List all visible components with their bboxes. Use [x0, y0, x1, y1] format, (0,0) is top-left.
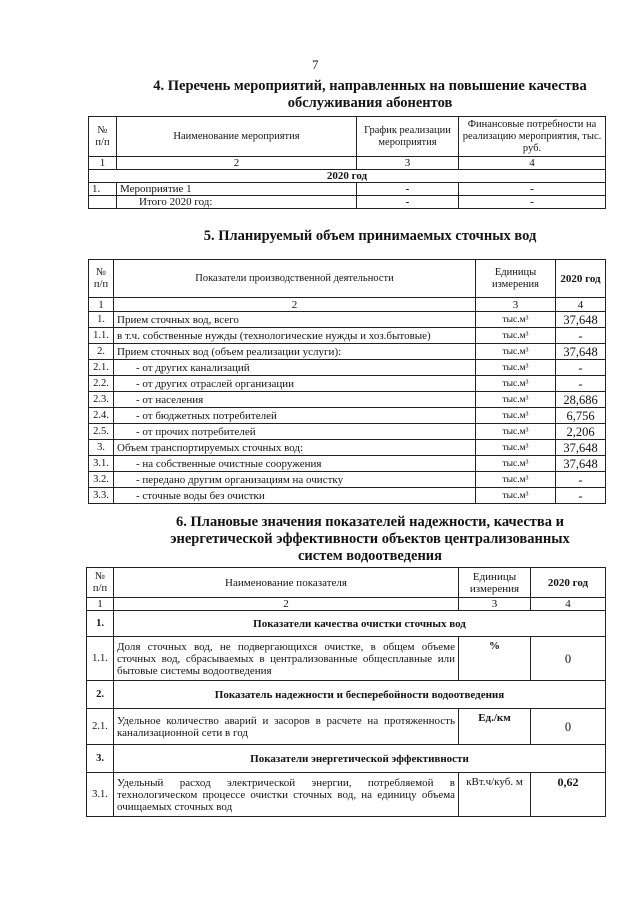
- col-number: 1: [89, 157, 117, 170]
- row-name: в т.ч. собственные нужды (технологические нужды и хоз.бытовые): [114, 328, 476, 344]
- row-finance: -: [459, 183, 606, 196]
- row-name: - от других канализаций: [114, 360, 476, 376]
- row-unit: тыс.м³: [476, 360, 556, 376]
- row-unit: тыс.м³: [476, 344, 556, 360]
- col-number: 4: [459, 157, 606, 170]
- section5-header-row: [89, 260, 606, 298]
- row-value: 37,648: [556, 344, 606, 360]
- row-name: Прием сточных вод, всего: [114, 312, 476, 328]
- section4-title: [90, 78, 640, 112]
- section5-title: 5. Планируемый объем принимаемых сточных вод: [203, 228, 537, 244]
- row-num: 3.3.: [89, 488, 114, 504]
- col-number: 1: [87, 598, 114, 611]
- header-indicator-name: Наименование показателя: [114, 568, 459, 598]
- row-num: 1.1.: [87, 637, 114, 681]
- page-number: 7: [312, 57, 319, 72]
- row-unit: кВт.ч/куб. м: [459, 773, 531, 817]
- column-number-row: [87, 598, 606, 611]
- row-name: - от населения: [114, 392, 476, 408]
- row-unit: тыс.м³: [476, 472, 556, 488]
- row-value: 37,648: [556, 312, 606, 328]
- row-value: 0,62: [531, 773, 606, 817]
- col-number: 4: [556, 298, 606, 312]
- header-finance: Финансовые потребности на реализацию мероприятия, тыс. руб.: [459, 117, 606, 157]
- group-num: 2.: [87, 681, 114, 709]
- row-value: 0: [531, 637, 606, 681]
- row-value: -: [556, 328, 606, 344]
- row-name: - сточные воды без очистки: [114, 488, 476, 504]
- col-number: 2: [114, 598, 459, 611]
- row-finance: -: [459, 196, 606, 209]
- table-row: [89, 440, 606, 456]
- row-value: 2,206: [556, 424, 606, 440]
- row-unit: тыс.м³: [476, 424, 556, 440]
- row-name: - от других отраслей организации: [114, 376, 476, 392]
- col-number: 1: [89, 298, 114, 312]
- row-num: 2.1.: [87, 709, 114, 745]
- section6-table: [86, 567, 606, 817]
- col-number: 2: [114, 298, 476, 312]
- section4-title-line1: 4. Перечень мероприятий, направленных на повышение качества: [153, 78, 587, 94]
- year-label: 2020 год: [89, 170, 606, 183]
- row-name: Доля сточных вод, не подвергающихся очистке, в общем объеме сточных вод, сбрасываемых в централизованные общесплавные или бытовые системы водоотведения: [114, 637, 459, 681]
- row-value: -: [556, 472, 606, 488]
- row-num: 2.: [89, 344, 114, 360]
- table-row-total: [89, 196, 606, 209]
- row-num: 1.1.: [89, 328, 114, 344]
- table-row: [89, 456, 606, 472]
- row-schedule: -: [357, 183, 459, 196]
- row-unit: тыс.м³: [476, 488, 556, 504]
- row-name: Объем транспортируемых сточных вод:: [114, 440, 476, 456]
- header-indicator: Показатели производственной деятельности: [114, 260, 476, 298]
- row-name: Удельное количество аварий и засоров в расчете на протяженность канализационной сети в год: [114, 709, 459, 745]
- section4-table: [88, 116, 606, 209]
- col-number: 2: [117, 157, 357, 170]
- header-year: 2020 год: [556, 260, 606, 298]
- table-row: [89, 488, 606, 504]
- table-row: [89, 328, 606, 344]
- year-row: [89, 170, 606, 183]
- col-number: 3: [459, 598, 531, 611]
- section6-title-line1: 6. Плановые значения показателей надежности, качества и: [176, 514, 564, 530]
- row-num: 3.: [89, 440, 114, 456]
- row-value: 28,686: [556, 392, 606, 408]
- table-row: [87, 637, 606, 681]
- table-row: [89, 376, 606, 392]
- section6-title-line3: систем водоотведения: [297, 548, 443, 564]
- row-num: 3.1.: [87, 773, 114, 817]
- col-number: 4: [531, 598, 606, 611]
- row-num: 1.: [89, 183, 117, 196]
- row-num: 2.3.: [89, 392, 114, 408]
- row-unit: тыс.м³: [476, 440, 556, 456]
- row-num: 2.4.: [89, 408, 114, 424]
- group-header-row: [87, 681, 606, 709]
- group-num: 1.: [87, 611, 114, 637]
- row-unit: тыс.м³: [476, 392, 556, 408]
- section6-title-line2: энергетической эффективности объектов централизованных: [170, 531, 570, 547]
- row-value: 37,648: [556, 440, 606, 456]
- group-title: Показатели энергетической эффективности: [114, 745, 606, 773]
- section5-table: [88, 259, 606, 504]
- group-header-row: [87, 611, 606, 637]
- section6-header-row: [87, 568, 606, 598]
- header-event-name: Наименование мероприятия: [117, 117, 357, 157]
- row-num: 2.1.: [89, 360, 114, 376]
- row-value: -: [556, 488, 606, 504]
- row-name: Прием сточных вод (объем реализации услуги):: [114, 344, 476, 360]
- row-unit: тыс.м³: [476, 408, 556, 424]
- row-value: 0: [531, 709, 606, 745]
- row-num: 1.: [89, 312, 114, 328]
- header-num: № п/п: [89, 117, 117, 157]
- row-unit: %: [459, 637, 531, 681]
- group-title: Показатели качества очистки сточных вод: [114, 611, 606, 637]
- row-name: - передано другим организациям на очистку: [114, 472, 476, 488]
- group-header-row: [87, 745, 606, 773]
- row-num: 3.2.: [89, 472, 114, 488]
- header-unit: Единицы измерения: [476, 260, 556, 298]
- header-year: 2020 год: [531, 568, 606, 598]
- row-name: - на собственные очистные сооружения: [114, 456, 476, 472]
- row-num: 3.1.: [89, 456, 114, 472]
- col-number: 3: [476, 298, 556, 312]
- table-row: [89, 472, 606, 488]
- section4-header-row: [89, 117, 606, 157]
- row-name: - от прочих потребителей: [114, 424, 476, 440]
- row-value: 6,756: [556, 408, 606, 424]
- row-name: Удельный расход электрической энергии, потребляемой в технологическом процессе очистки сточных вод, на единицу объема очищаемых сточных вод: [114, 773, 459, 817]
- header-num: № п/п: [89, 260, 114, 298]
- row-name: Мероприятие 1: [117, 183, 357, 196]
- header-unit: Единицы измерения: [459, 568, 531, 598]
- table-row: [89, 424, 606, 440]
- row-name: Итого 2020 год:: [117, 196, 357, 209]
- row-unit: тыс.м³: [476, 456, 556, 472]
- row-value: 37,648: [556, 456, 606, 472]
- table-row: [89, 408, 606, 424]
- table-row: [89, 312, 606, 328]
- table-row: [87, 709, 606, 745]
- row-unit: тыс.м³: [476, 312, 556, 328]
- col-number: 3: [357, 157, 459, 170]
- group-title: Показатель надежности и бесперебойности водоотведения: [114, 681, 606, 709]
- row-num: [89, 196, 117, 209]
- table-row: [89, 344, 606, 360]
- row-schedule: -: [357, 196, 459, 209]
- row-name: - от бюджетных потребителей: [114, 408, 476, 424]
- row-num: 2.2.: [89, 376, 114, 392]
- section4-title-line2: обслуживания абонентов: [287, 95, 453, 111]
- table-row: [89, 360, 606, 376]
- row-unit: Ед./км: [459, 709, 531, 745]
- header-num: № п/п: [87, 568, 114, 598]
- table-row: [89, 183, 606, 196]
- column-number-row: [89, 157, 606, 170]
- section6-title: [110, 514, 630, 565]
- row-unit: тыс.м³: [476, 376, 556, 392]
- row-value: -: [556, 360, 606, 376]
- row-num: 2.5.: [89, 424, 114, 440]
- column-number-row: [89, 298, 606, 312]
- row-unit: тыс.м³: [476, 328, 556, 344]
- header-schedule: График реализации мероприятия: [357, 117, 459, 157]
- group-num: 3.: [87, 745, 114, 773]
- table-row: [89, 392, 606, 408]
- table-row: [87, 773, 606, 817]
- row-value: -: [556, 376, 606, 392]
